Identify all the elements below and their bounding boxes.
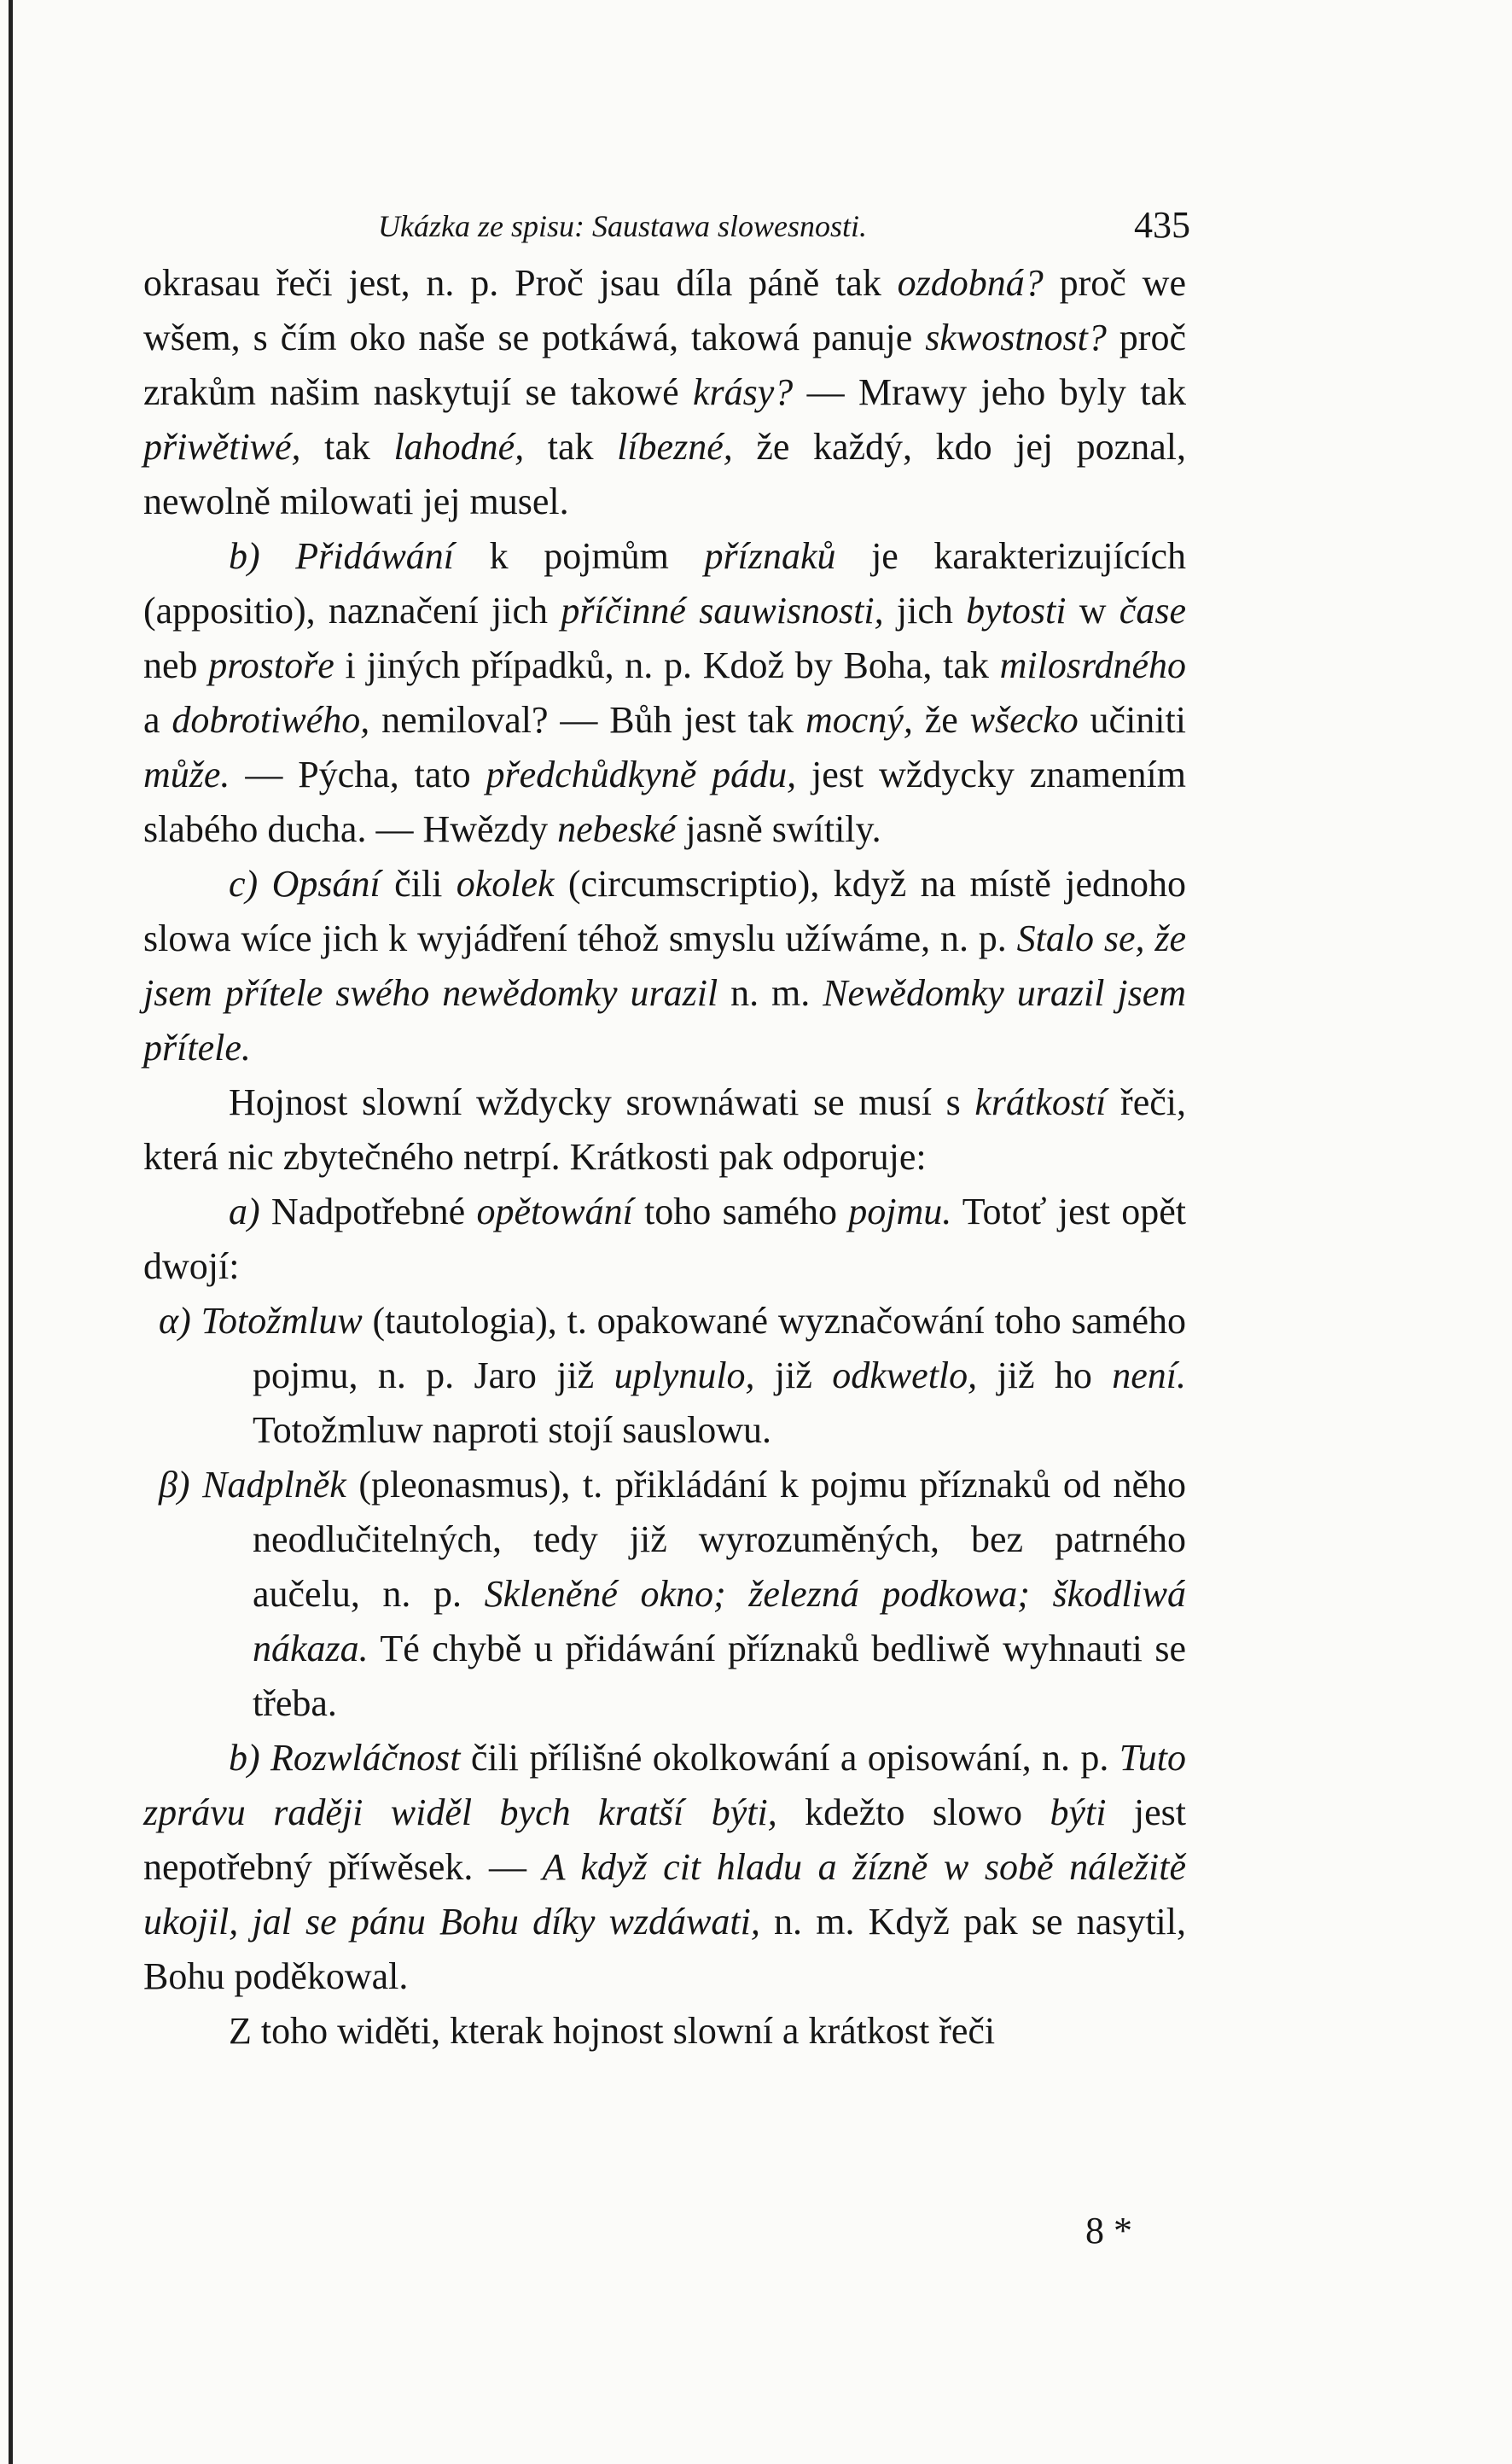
text-run: a xyxy=(143,699,172,741)
italic-run: okolek xyxy=(456,863,555,905)
text-run: jest nepotřebný příwěsek. — xyxy=(143,1791,1187,1888)
paragraph xyxy=(143,1075,1186,1185)
text-run: — Pýcha, tato xyxy=(230,754,486,795)
text-run: Z toho widěti, kterak hojnost slowní a krátkost řeči xyxy=(229,2010,996,2052)
text-run: n. m. Když pak se nasytil, Bohu poděkowal. xyxy=(143,1901,1186,1997)
signature-mark: 8 * xyxy=(1085,2210,1132,2251)
italic-run: krásy? xyxy=(692,371,794,413)
italic-run: A když cit hladu a žízně w sobě náležitě ukojil, jal se pánu Bohu díky wzdáwati, xyxy=(143,1846,1186,1943)
text-run: — Mrawy jeho byly tak xyxy=(793,371,1187,413)
italic-run: přiwětiwé, xyxy=(143,426,301,468)
text-run: že xyxy=(912,699,970,741)
text-run: proč we wšem, s čím oko naše se potkáwá, takowá panuje xyxy=(143,262,1186,358)
italic-run: není. xyxy=(1112,1354,1186,1396)
italic-run: lahodné, xyxy=(393,426,525,468)
italic-run: a) xyxy=(229,1191,260,1232)
text-run: w xyxy=(1066,590,1119,632)
italic-run: α) Totožmluw xyxy=(159,1300,363,1342)
italic-run: b) Přidáwání xyxy=(229,535,455,577)
italic-run: líbezné, xyxy=(617,426,733,468)
italic-run: Skleněné okno; železná podkowa; škodliwá nákaza. xyxy=(253,1573,1186,1669)
text-run: řeči, která nic zbytečného netrpí. Krátkosti pak odporuje: xyxy=(143,1081,1186,1178)
text-run: i jiných případků, n. p. Kdož by Boha, tak xyxy=(334,644,1000,686)
text-run: kdežto slowo xyxy=(776,1791,1050,1833)
text-run: jich xyxy=(883,590,967,632)
italic-run: milosrdného xyxy=(999,644,1187,686)
text-run: tak xyxy=(300,426,394,468)
italic-run: odkwetlo, xyxy=(832,1354,978,1396)
italic-run: ozdobná? xyxy=(897,262,1044,304)
text-run: již ho xyxy=(977,1354,1113,1396)
paragraph xyxy=(143,1731,1186,2004)
italic-run: b) Rozwláčnost xyxy=(229,1737,461,1779)
italic-run: Tuto zprávu raději widěl bych kratší býti, xyxy=(143,1737,1186,1833)
text-run: že každý, kdo jej poznal, newolně milowati jej musel. xyxy=(143,426,1186,522)
paragraph xyxy=(143,256,1186,529)
text-run: Totoť jest opět dwojí: xyxy=(143,1191,1186,1287)
text-run: toho samého xyxy=(632,1191,849,1232)
text-run: Té chybě u přidáwání příznaků bedliwě wyhnauti se třeba. xyxy=(253,1628,1186,1724)
text-run: již xyxy=(754,1354,833,1396)
italic-run: příznaků xyxy=(704,535,836,577)
text-run: (pleonasmus), t. přikládání k pojmu příznaků od něho neodlučitelných, tedy již wyrozuměných, bez patrného aučelu, n. p. xyxy=(253,1464,1186,1615)
italic-run: pojmu. xyxy=(848,1191,952,1232)
text-run: jest wždycky znamením slabého ducha. — Hwězdy xyxy=(143,754,1186,850)
italic-run: wšecko xyxy=(969,699,1079,741)
italic-run: mocný, xyxy=(805,699,913,741)
text-run: Totožmluw naproti stojí sauslowu. xyxy=(253,1409,771,1451)
text-run: čili přílišné okolkowání a opisowání, n. p. xyxy=(460,1737,1119,1779)
italic-run: β) Nadplněk xyxy=(159,1464,346,1506)
paragraph xyxy=(143,2004,1186,2059)
italic-run: čase xyxy=(1119,590,1186,632)
text-run: je karakterizujících (appositio), naznačení jich xyxy=(143,535,1187,632)
text-run: neb xyxy=(143,644,209,686)
text-run: (circumscriptio), když na místě jednoho slowa wíce jich k wyjádření téhož smyslu užíwáme, n. p. xyxy=(143,863,1187,959)
italic-run: uplynulo, xyxy=(614,1354,755,1396)
italic-run: Stalo se, že jsem přítele swého newědomky urazil xyxy=(143,917,1186,1014)
italic-run: nebeské xyxy=(557,808,677,850)
text-run: (tautologia), t. opakowané wyznačowání toho samého pojmu, n. p. Jaro již xyxy=(253,1300,1187,1396)
italic-run: c) Opsání xyxy=(229,863,381,905)
text-run: tak xyxy=(524,426,618,468)
page-number: 435 xyxy=(1134,204,1190,246)
paragraph xyxy=(143,529,1186,857)
text-run: čili xyxy=(380,863,457,905)
paragraph xyxy=(143,857,1186,1075)
italic-run: prostoře xyxy=(208,644,334,686)
running-header xyxy=(371,203,1190,254)
italic-run: může. xyxy=(143,754,230,795)
italic-run: býti xyxy=(1050,1791,1107,1833)
paragraph xyxy=(143,1185,1186,1294)
text-run: Hojnost slowní wždycky srownáwati se musí s xyxy=(229,1081,975,1123)
text-run: nemiloval? — Bůh jest tak xyxy=(369,699,806,741)
italic-run: dobrotiwého, xyxy=(172,699,370,741)
italic-run: předchůdkyně pádu, xyxy=(486,754,797,795)
text-run: jasně swítily. xyxy=(676,808,881,850)
body-text xyxy=(143,256,1186,2059)
text-run: okrasau řeči jest, n. p. Proč jsau díla páně tak xyxy=(143,262,898,304)
running-title: Ukázka ze spisu: Saustawa slowesnosti. xyxy=(378,209,868,243)
text-run: proč zrakům našim naskytují se takowé xyxy=(143,317,1186,413)
italic-run: skwostnost? xyxy=(925,317,1107,358)
italic-run: opětowání xyxy=(476,1191,633,1232)
text-run: n. m. xyxy=(718,972,823,1014)
text-run: Nadpotřebné xyxy=(259,1191,477,1232)
italic-run: krátkostí xyxy=(974,1081,1107,1123)
text-run: učiniti xyxy=(1078,699,1186,741)
text-run: k pojmům xyxy=(454,535,705,577)
italic-run: Newědomky urazil jsem přítele. xyxy=(143,972,1186,1069)
paragraph xyxy=(143,1458,1186,1731)
italic-run: příčinné sauwisnosti, xyxy=(561,590,884,632)
paragraph xyxy=(143,1294,1186,1458)
page-edge-line xyxy=(9,0,13,2464)
italic-run: bytosti xyxy=(966,590,1067,632)
